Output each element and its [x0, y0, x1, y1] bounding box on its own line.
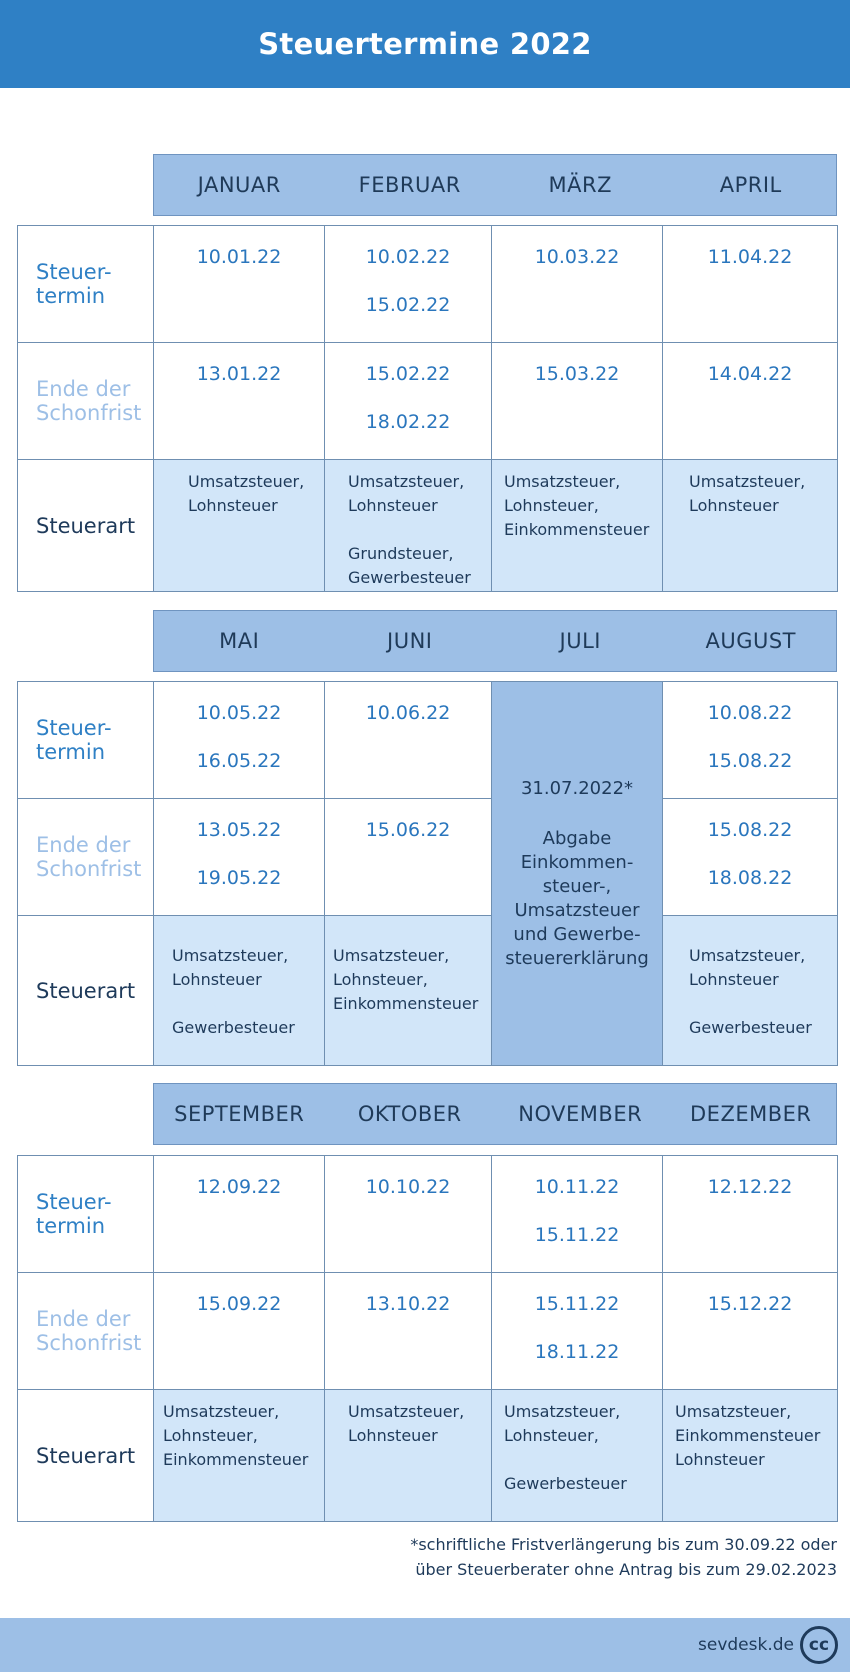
tax-type-line: Umsatzsteuer,	[689, 472, 806, 491]
date-value: 10.03.22	[534, 246, 620, 268]
tax-type-cell	[325, 1390, 492, 1522]
date-value: 18.11.22	[534, 1341, 620, 1363]
tax-type-line: Gewerbesteuer	[504, 1474, 627, 1493]
date-value: 18.08.22	[707, 867, 793, 889]
month-name: JANUAR	[197, 173, 281, 197]
tax-type-line: Einkommensteuer	[675, 1426, 821, 1445]
tax-type-line	[348, 518, 491, 542]
tax-type-cell	[154, 916, 325, 1066]
date-cell	[325, 226, 492, 343]
footnote	[410, 1532, 837, 1582]
tax-type-line: Umsatzsteuer,	[504, 1402, 621, 1421]
date-value: 10.06.22	[365, 702, 451, 724]
row-label-steuerart: Steuerart	[18, 1390, 154, 1522]
date-cell	[492, 226, 663, 343]
tax-type-cell	[325, 460, 492, 592]
row-schonfrist	[18, 343, 838, 460]
date-value: 13.01.22	[196, 363, 282, 385]
tax-type-line: Lohnsteuer	[675, 1450, 765, 1469]
date-value: 19.05.22	[196, 867, 282, 889]
tax-type-line: Umsatzsteuer,	[333, 946, 450, 965]
date-value: 10.05.22	[196, 702, 282, 724]
month-name: OKTOBER	[357, 1102, 462, 1126]
row-label-steuerart: Steuerart	[18, 460, 154, 592]
tax-type-line: Gewerbesteuer	[172, 1018, 295, 1037]
date-value: 15.11.22	[534, 1293, 620, 1315]
date-value: 16.05.22	[196, 750, 282, 772]
footnote-line: *schriftliche Fristverlängerung bis zum 30.09.22 oder	[410, 1535, 837, 1554]
row-label-schonfrist: Ende der Schonfrist	[18, 799, 154, 916]
tax-type-line: Lohnsteuer	[348, 496, 438, 515]
juli-deadline-text: Abgabe Einkommen- steuer-, Umsatzsteuer und Gewerbe- steuererklärung	[505, 827, 649, 969]
month-name: MÄRZ	[548, 173, 612, 197]
row-schonfrist	[18, 1273, 838, 1390]
date-cell	[663, 226, 838, 343]
date-value: 15.12.22	[707, 1293, 793, 1315]
schedule-table-q3	[17, 1155, 838, 1522]
row-label-schonfrist: Ende der Schonfrist	[18, 343, 154, 460]
month-name: DEZEMBER	[690, 1102, 812, 1126]
month-header-q1	[153, 154, 837, 216]
tax-type-line: Einkommensteuer	[333, 994, 479, 1013]
tax-type-line: Gewerbesteuer	[348, 568, 471, 587]
date-value: 15.06.22	[365, 819, 451, 841]
tax-type-line: Grundsteuer,	[348, 544, 454, 563]
tax-type-line: Umsatzsteuer,	[188, 472, 305, 491]
tax-type-line: Umsatzsteuer,	[689, 946, 806, 965]
date-value: 15.02.22	[365, 363, 451, 385]
date-cell	[154, 343, 325, 460]
date-value: 12.12.22	[707, 1176, 793, 1198]
month-name: SEPTEMBER	[174, 1102, 305, 1126]
row-label-steuertermin: Steuer- termin	[18, 226, 154, 343]
row-steuerart	[18, 460, 838, 592]
tax-type-line: Lohnsteuer,	[504, 1426, 599, 1445]
month-name: FEBRUAR	[358, 173, 461, 197]
date-cell	[325, 799, 492, 916]
date-cell	[325, 1156, 492, 1273]
footnote-line: über Steuerberater ohne Antrag bis zum 29.02.2023	[415, 1560, 837, 1579]
tax-type-line: Umsatzsteuer,	[348, 472, 465, 491]
month-name: JULI	[559, 629, 601, 653]
page-title: Steuertermine 2022	[258, 27, 592, 61]
tax-type-line: Umsatzsteuer,	[504, 472, 621, 491]
date-value: 11.04.22	[707, 246, 793, 268]
tax-type-line: Gewerbesteuer	[689, 1018, 812, 1037]
date-value: 10.08.22	[707, 702, 793, 724]
row-steuertermin	[18, 682, 838, 799]
brand-link[interactable]: sevdesk.de	[698, 1635, 794, 1655]
tax-type-line	[504, 1448, 662, 1472]
date-cell	[154, 682, 325, 799]
tax-type-line: Umsatzsteuer,	[163, 1402, 280, 1421]
tax-type-cell	[154, 1390, 325, 1522]
tax-type-cell	[492, 1390, 663, 1522]
date-cell	[325, 682, 492, 799]
tax-type-line: Lohnsteuer	[689, 970, 779, 989]
tax-type-line	[172, 992, 324, 1016]
page-header	[0, 0, 850, 88]
date-value: 10.01.22	[196, 246, 282, 268]
date-value: 13.05.22	[196, 819, 282, 841]
tax-type-line: Lohnsteuer,	[163, 1426, 258, 1445]
schedule-table-q2	[17, 681, 838, 1066]
date-value: 15.03.22	[534, 363, 620, 385]
date-cell	[154, 1273, 325, 1390]
tax-type-cell	[663, 916, 838, 1066]
tax-type-cell	[663, 460, 838, 592]
date-value: 18.02.22	[365, 411, 451, 433]
date-cell	[325, 343, 492, 460]
date-cell	[663, 1156, 838, 1273]
tax-type-line: Lohnsteuer,	[504, 496, 599, 515]
date-value: 13.10.22	[365, 1293, 451, 1315]
tax-type-line: Einkommensteuer	[504, 520, 650, 539]
tax-type-line: Umsatzsteuer,	[172, 946, 289, 965]
month-name: MAI	[219, 629, 260, 653]
date-value: 15.08.22	[707, 750, 793, 772]
row-steuertermin	[18, 1156, 838, 1273]
row-label-schonfrist: Ende der Schonfrist	[18, 1273, 154, 1390]
row-steuertermin	[18, 226, 838, 343]
schedule-table-q1	[17, 225, 838, 592]
month-header-q2	[153, 610, 837, 672]
date-cell	[154, 799, 325, 916]
cc-icon: cc	[800, 1626, 838, 1664]
row-label-steuertermin: Steuer- termin	[18, 1156, 154, 1273]
month-header-q3	[153, 1083, 837, 1145]
month-name: NOVEMBER	[518, 1102, 643, 1126]
tax-type-line: Lohnsteuer	[188, 496, 278, 515]
month-name: JUNI	[387, 629, 433, 653]
tax-type-cell	[492, 460, 663, 592]
date-value: 15.08.22	[707, 819, 793, 841]
row-schonfrist	[18, 799, 838, 916]
date-value: 10.02.22	[365, 246, 451, 268]
date-value: 15.09.22	[196, 1293, 282, 1315]
date-cell	[663, 343, 838, 460]
date-value: 15.11.22	[534, 1224, 620, 1246]
date-cell	[492, 343, 663, 460]
tax-type-line: Lohnsteuer,	[333, 970, 428, 989]
date-value: 10.11.22	[534, 1176, 620, 1198]
row-steuerart	[18, 1390, 838, 1522]
date-cell	[663, 1273, 838, 1390]
tax-type-cell	[154, 460, 325, 592]
juli-deadline-cell	[492, 682, 663, 1066]
date-value: 12.09.22	[196, 1176, 282, 1198]
tax-type-line: Lohnsteuer	[689, 496, 779, 515]
tax-type-line: Umsatzsteuer,	[675, 1402, 792, 1421]
tax-type-line: Lohnsteuer	[348, 1426, 438, 1445]
date-cell	[492, 1156, 663, 1273]
juli-deadline-date: 31.07.2022*	[520, 777, 634, 799]
date-value: 10.10.22	[365, 1176, 451, 1198]
page-footer	[0, 1618, 850, 1672]
tax-type-line	[689, 992, 837, 1016]
date-cell	[492, 1273, 663, 1390]
tax-type-line: Einkommensteuer	[163, 1450, 309, 1469]
date-cell	[325, 1273, 492, 1390]
date-cell	[154, 226, 325, 343]
row-label-steuerart: Steuerart	[18, 916, 154, 1066]
month-name: AUGUST	[705, 629, 797, 653]
date-cell	[663, 682, 838, 799]
date-cell	[663, 799, 838, 916]
month-name: APRIL	[719, 173, 782, 197]
date-cell	[154, 1156, 325, 1273]
row-steuerart	[18, 916, 838, 1066]
tax-type-line: Lohnsteuer	[172, 970, 262, 989]
row-label-steuertermin: Steuer- termin	[18, 682, 154, 799]
date-value: 14.04.22	[707, 363, 793, 385]
tax-type-line: Umsatzsteuer,	[348, 1402, 465, 1421]
tax-type-cell	[325, 916, 492, 1066]
tax-type-cell	[663, 1390, 838, 1522]
date-value: 15.02.22	[365, 294, 451, 316]
